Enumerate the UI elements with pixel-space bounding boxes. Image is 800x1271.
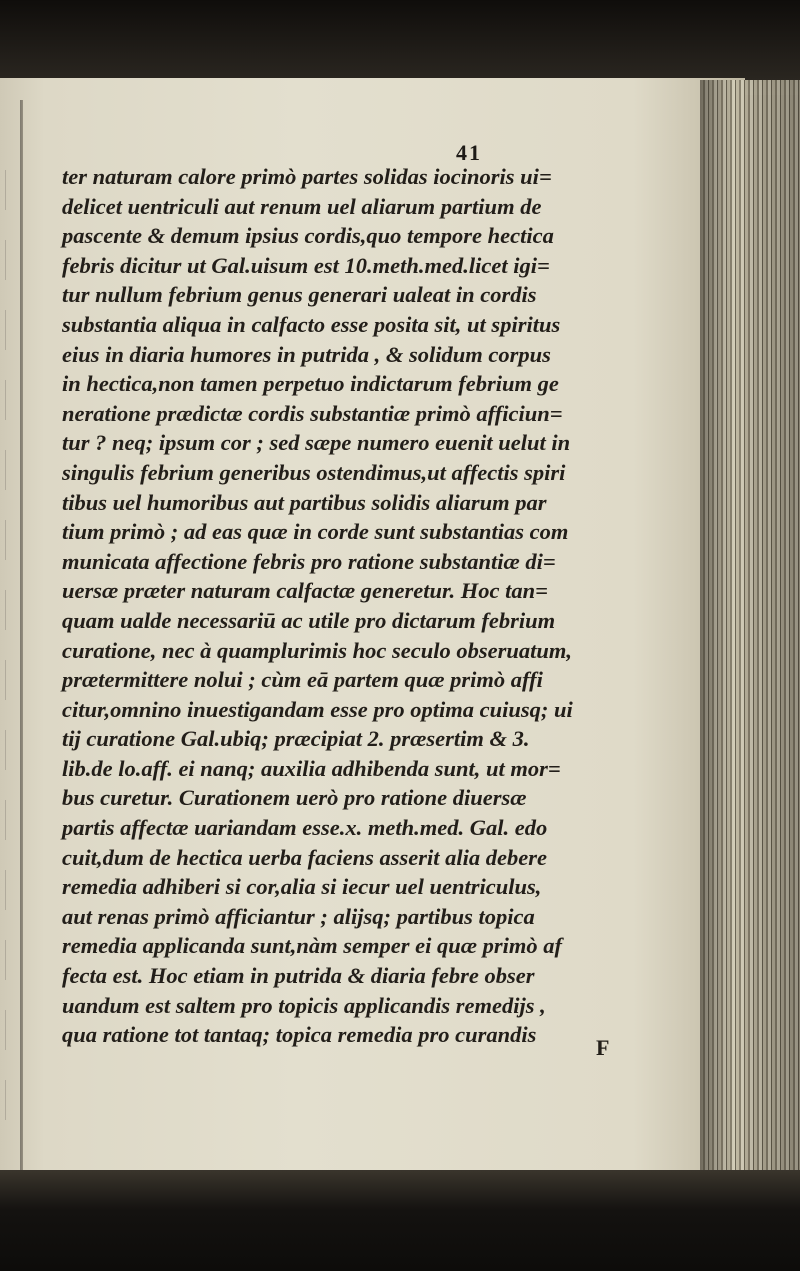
- page-number: 41: [456, 140, 482, 165]
- text-line: tium primò ; ad eas quæ in corde sunt substantias com: [62, 519, 569, 545]
- text-line: qua ratione tot tantaq; topica remedia pro curandis: [62, 1022, 537, 1048]
- text-line: cuit,dum de hectica uerba faciens asserit alia debere: [62, 844, 547, 870]
- text-line: in hectica,non tamen perpetuo indictarum febrium ge: [62, 371, 559, 397]
- text-line: partis affectæ uariandam esse.x. meth.med. Gal. edo: [62, 815, 548, 841]
- text-line: citur,omnino inuestigandam esse pro optima cuiusq; ui: [62, 696, 573, 722]
- text-line: tur nullum febrium genus generari ualeat in cordis: [62, 282, 537, 308]
- text-line: singulis febrium generibus ostendimus,ut affectis spiri: [62, 459, 566, 485]
- page-edges-shadow: [700, 80, 800, 1190]
- body-text: [62, 162, 702, 1050]
- text-line: uersæ præter naturam calfactæ generetur. Hoc tan=: [62, 578, 548, 604]
- text-line: fecta est. Hoc etiam in putrida & diaria febre obser: [62, 963, 535, 989]
- text-line: municata affectione febris pro ratione substantiæ di=: [62, 548, 556, 574]
- text-line: neratione prædictæ cordis substantiæ primò afficiun=: [62, 400, 563, 426]
- text-line: tibus uel humoribus aut partibus solidis aliarum par: [62, 489, 547, 515]
- text-line: tij curatione Gal.ubiq; præcipiat 2. præsertim & 3.: [62, 726, 530, 752]
- text-line: aut renas primò afficiantur ; alijsq; partibus topica: [62, 903, 535, 929]
- text-line: uandum est saltem pro topicis applicandis remedijs ,: [62, 992, 546, 1018]
- text-line: quam ualde necessariū ac utile pro dictarum febrium: [62, 607, 556, 633]
- text-line: remedia applicanda sunt,nàm semper ei quæ primò af: [62, 933, 563, 959]
- gutter-rule: [20, 100, 23, 1180]
- text-line: delicet uentriculi aut renum uel aliarum partium de: [62, 193, 542, 219]
- gutter-rule-faint: [5, 170, 6, 1150]
- text-line: tur ? neq; ipsum cor ; sed sæpe numero euenit uelut in: [62, 430, 571, 456]
- scan-bottom-margin: [0, 1170, 800, 1271]
- text-line: ter naturam calore primò partes solidas iocinoris ui=: [62, 164, 552, 189]
- text-line: remedia adhiberi si cor,alia si iecur uel uentriculus,: [62, 874, 542, 900]
- text-line: curatione, nec à quamplurimis hoc seculo obseruatum,: [62, 637, 573, 663]
- text-line: pascente & demum ipsius cordis,quo tempore hectica: [62, 223, 554, 249]
- text-line: lib.de lo.aff. ei nanq; auxilia adhibenda sunt, ut mor=: [62, 755, 561, 781]
- text-line: febris dicitur ut Gal.uisum est 10.meth.med.licet igi=: [62, 252, 550, 278]
- text-line: bus curetur. Curationem uerò pro ratione diuersæ: [62, 785, 527, 811]
- text-line: prætermittere nolui ; cùm eā partem quæ primò affi: [62, 667, 543, 693]
- text-line: substantia aliqua in calfacto esse posita sit, ut spiritus: [62, 311, 561, 337]
- catchword: F: [596, 1035, 610, 1060]
- text-line: eius in diaria humores in putrida , & solidum corpus: [62, 341, 551, 367]
